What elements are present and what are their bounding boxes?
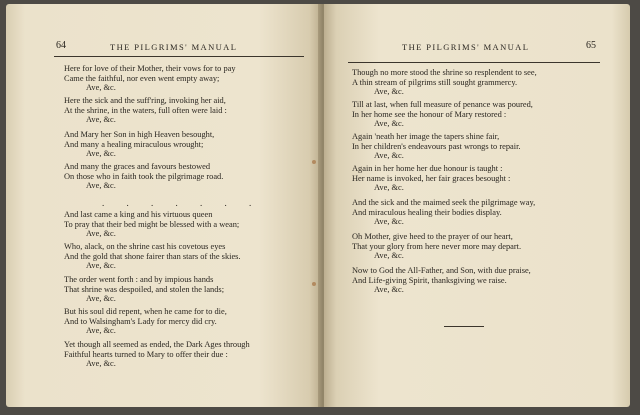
running-header: THE PILGRIMS' MANUAL xyxy=(402,42,530,52)
refrain-line: Ave, &c. xyxy=(374,183,404,193)
stanza xyxy=(64,130,214,159)
verse-line: In her home see the honour of Mary restored : xyxy=(352,109,507,119)
stanza xyxy=(352,232,521,261)
verse-line: And many the graces and favours bestowed xyxy=(64,162,211,171)
stanza xyxy=(352,198,535,227)
verse-line: Here the sick and the suff'ring, invoking her aid, xyxy=(64,96,226,105)
left-page xyxy=(6,4,322,407)
stanza xyxy=(64,162,223,191)
verse-line: To pray that their bed might be blessed with a wean; xyxy=(64,219,240,229)
verse-line: That shrine was despoiled, and stolen the lands; xyxy=(64,284,225,294)
stanza xyxy=(352,164,510,193)
stanza xyxy=(64,275,224,304)
refrain-line: Ave, &c. xyxy=(374,151,404,161)
ellipsis-line: . . . . . . . xyxy=(102,198,262,208)
refrain-line: Ave, &c. xyxy=(374,251,404,261)
verse-line: And miraculous healing their bodies display. xyxy=(352,207,502,217)
page-stain xyxy=(312,282,316,286)
verse-line: And many a healing miraculous wrought; xyxy=(64,139,204,149)
verse-line: A thin stream of pilgrims still sought grammercy. xyxy=(352,77,518,87)
verse-line: Again in her home her due honour is taught : xyxy=(352,164,503,173)
refrain-line: Ave, &c. xyxy=(86,229,116,239)
verse-line: That your glory from here never more may depart. xyxy=(352,241,522,251)
refrain-line: Ave, &c. xyxy=(374,285,404,295)
verse-line: And Life-giving Spirit, thanksgiving we raise. xyxy=(352,275,507,285)
verse-line: Who, alack, on the shrine cast his covetous eyes xyxy=(64,242,226,251)
verse-line: Here for love of their Mother, their vows for to pay xyxy=(64,64,236,73)
verse-line: On those who in faith took the pilgrimage road. xyxy=(64,171,224,181)
verse-line: Again 'neath her image the tapers shine fair, xyxy=(352,132,500,141)
verse-line: And Mary her Son in high Heaven besought, xyxy=(64,130,215,139)
end-rule xyxy=(444,326,484,327)
refrain-line: Ave, &c. xyxy=(374,119,404,129)
verse-line: But his soul did repent, when he came for to die, xyxy=(64,307,227,316)
verse-line: In her children's endeavours past wrongs to repair. xyxy=(352,141,521,151)
refrain-line: Ave, &c. xyxy=(86,294,116,304)
header-rule xyxy=(348,62,600,63)
stanza xyxy=(352,68,537,97)
verse-line: And to Walsingham's Lady for mercy did cry. xyxy=(64,316,217,326)
page-number: 64 xyxy=(56,40,66,51)
verse-line: And the sick and the maimed seek the pilgrimage way, xyxy=(352,198,536,207)
verse-line: Faithful hearts turned to Mary to offer their due : xyxy=(64,349,228,359)
right-page xyxy=(324,4,630,407)
verse-line: Yet though all seemed as ended, the Dark Ages through xyxy=(64,340,250,349)
running-header: THE PILGRIMS' MANUAL xyxy=(110,42,238,52)
stanza xyxy=(64,210,239,239)
refrain-line: Ave, &c. xyxy=(374,217,404,227)
refrain-line: Ave, &c. xyxy=(374,87,404,97)
page-number: 65 xyxy=(586,40,596,51)
verse-line: The order went forth : and by impious hands xyxy=(64,275,214,284)
verse-line: At the shrine, in the waters, full often were laid : xyxy=(64,105,227,115)
verse-line: And the gold that shone fairer than stars of the skies. xyxy=(64,251,241,261)
stanza xyxy=(352,100,533,129)
verse-line: Till at last, when full measure of penance was poured, xyxy=(352,100,533,109)
verse-line: Her name is invoked, her fair graces besought : xyxy=(352,173,511,183)
refrain-line: Ave, &c. xyxy=(86,261,116,271)
refrain-line: Ave, &c. xyxy=(86,359,116,369)
stanza xyxy=(64,96,227,125)
verse-line: Now to God the All-Father, and Son, with due praise, xyxy=(352,266,531,275)
stanza xyxy=(64,64,236,93)
refrain-line: Ave, &c. xyxy=(86,83,116,93)
verse-line: Came the faithful, nor even went empty away; xyxy=(64,73,220,83)
stanza xyxy=(64,340,250,369)
page-stain xyxy=(312,160,316,164)
stanza xyxy=(64,242,241,271)
refrain-line: Ave, &c. xyxy=(86,115,116,125)
verse-line: And last came a king and his virtuous queen xyxy=(64,210,213,219)
refrain-line: Ave, &c. xyxy=(86,181,116,191)
stanza xyxy=(352,132,521,161)
stanza xyxy=(64,307,227,336)
verse-line: Though no more stood the shrine so resplendent to see, xyxy=(352,68,537,77)
refrain-line: Ave, &c. xyxy=(86,326,116,336)
stanza xyxy=(352,266,531,295)
header-rule xyxy=(54,56,304,57)
verse-line: Oh Mother, give heed to the prayer of our heart, xyxy=(352,232,513,241)
refrain-line: Ave, &c. xyxy=(86,149,116,159)
